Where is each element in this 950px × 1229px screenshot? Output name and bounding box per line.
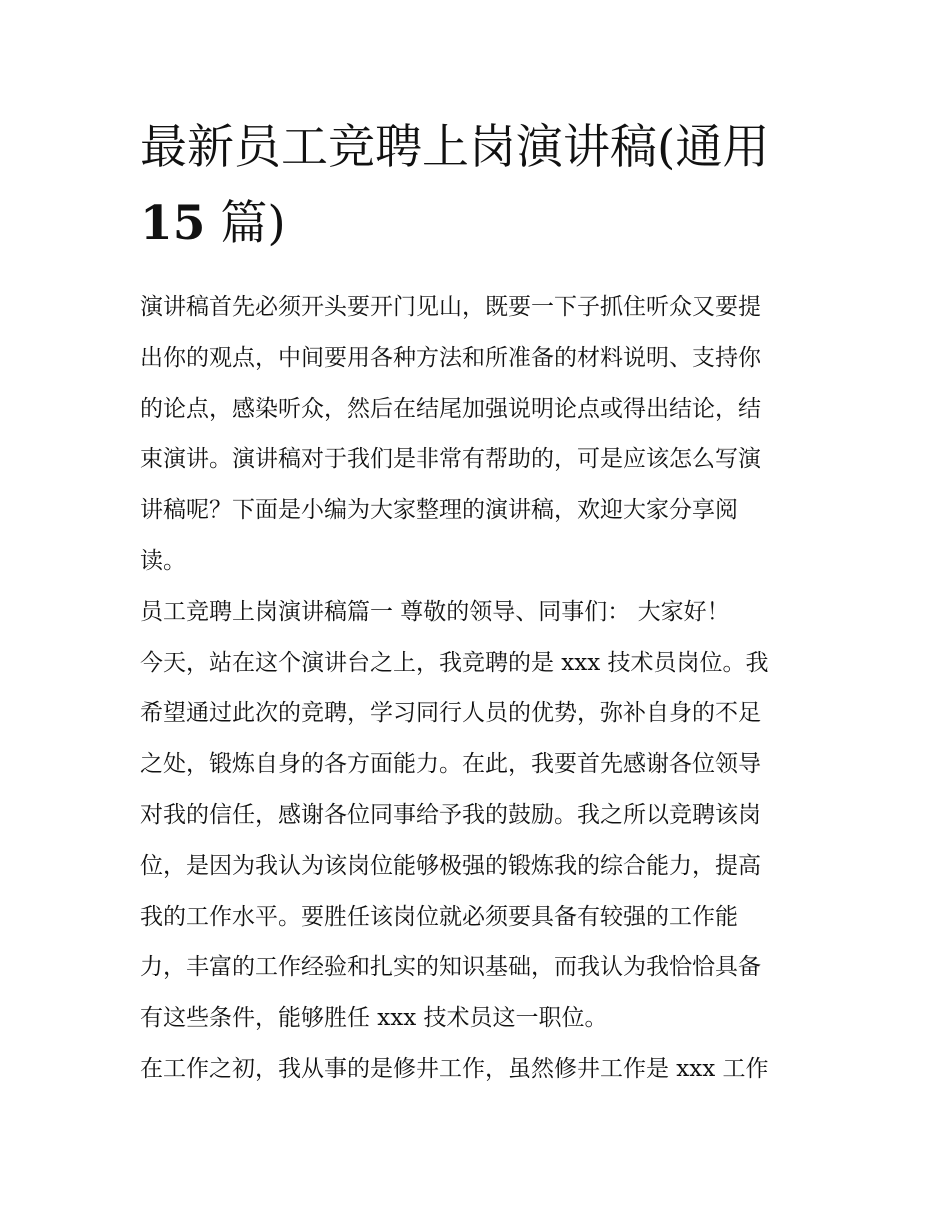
body-line: 对我的信任，感谢各位同事给予我的鼓励。我之所以竞聘该岗 bbox=[140, 801, 761, 828]
document-body bbox=[140, 110, 814, 1095]
body-line: 力，丰富的工作经验和扎实的知识基础，而我认为我恰恰具备 bbox=[140, 954, 761, 981]
body-line: 位，是因为我认为该岗位能够极强的锻炼我的综合能力，提高 bbox=[140, 852, 761, 879]
greeting-paragraph bbox=[140, 587, 814, 638]
body-line: 我的工作水平。要胜任该岗位就必须要具备有较强的工作能 bbox=[140, 903, 738, 930]
title-line-1: 最新员工竞聘上岗演讲稿(通用 bbox=[140, 120, 770, 175]
intro-line: 读。 bbox=[140, 547, 186, 574]
next-paragraph bbox=[140, 1044, 814, 1095]
body-line: 今天，站在这个演讲台之上，我竞聘的是 xxx 技术员岗位。我 bbox=[140, 649, 769, 676]
intro-line: 的论点，感染听众，然后在结尾加强说明论点或得出结论，结 bbox=[140, 395, 761, 422]
next-paragraph-line: 在工作之初，我从事的是修井工作，虽然修井工作是 xxx 工作 bbox=[140, 1055, 769, 1082]
intro-line: 讲稿呢？下面是小编为大家整理的演讲稿，欢迎大家分享阅 bbox=[140, 497, 738, 524]
speech-body-paragraph bbox=[140, 638, 814, 1044]
title-number: 15 bbox=[140, 196, 206, 251]
intro-paragraph bbox=[140, 282, 814, 587]
title-suffix: 篇) bbox=[205, 196, 286, 251]
body-line: 之处，锻炼自身的各方面能力。在此，我要首先感谢各位领导 bbox=[140, 751, 761, 778]
title-line-2 bbox=[140, 186, 814, 262]
body-line: 有这些条件，能够胜任 xxx 技术员这一职位。 bbox=[140, 1005, 608, 1032]
body-line: 希望通过此次的竞聘，学习同行人员的优势，弥补自身的不足 bbox=[140, 700, 761, 727]
greeting-line: 员工竞聘上岗演讲稿篇一 尊敬的领导、同事们： 大家好！ bbox=[140, 598, 730, 625]
document-title bbox=[140, 110, 814, 262]
intro-line: 束演讲。演讲稿对于我们是非常有帮助的，可是应该怎么写演 bbox=[140, 446, 761, 473]
intro-line: 演讲稿首先必须开头要开门见山，既要一下子抓住听众又要提 bbox=[140, 294, 761, 320]
intro-line: 出你的观点，中间要用各种方法和所准备的材料说明、支持你 bbox=[140, 344, 761, 371]
